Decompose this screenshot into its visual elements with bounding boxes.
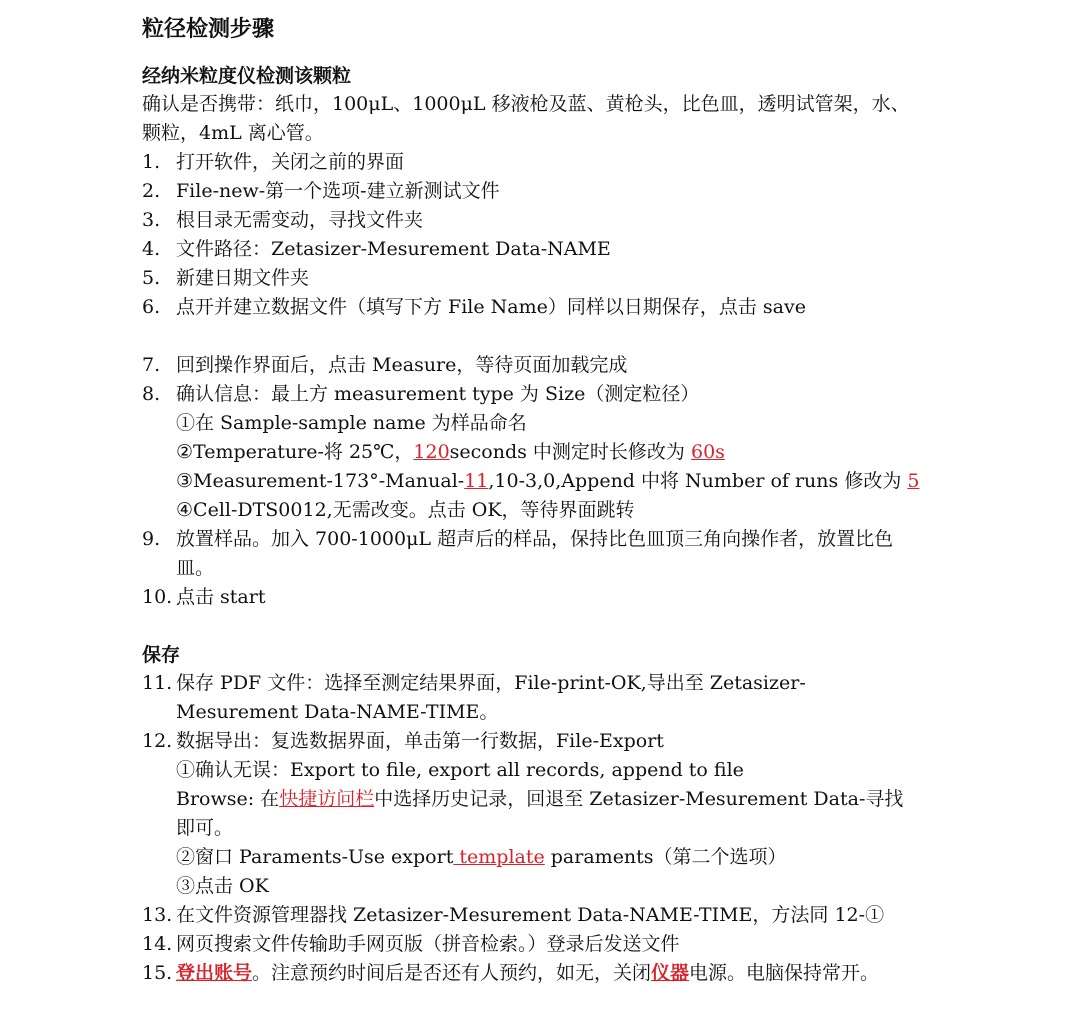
doc-title: 粒径检测步骤 <box>142 17 275 42</box>
step-text: 点击 start <box>176 586 266 608</box>
step-8-sub-4: ④Cell-DTS0012,无需改变。点击 OK，等待界面跳转 <box>176 499 635 521</box>
intro-paragraph: 确认是否携带：纸巾，100μL、1000μL 移液枪及蓝、黄枪头，比色皿，透明试管架，水、颗粒，4mL 离心管。 <box>142 93 910 144</box>
blank-line <box>142 322 922 351</box>
highlight-5: 5 <box>907 470 920 492</box>
step-number: 7. <box>142 354 161 376</box>
step-7 <box>142 351 922 380</box>
step-12-sub-2 <box>142 843 922 872</box>
sub-text: 中选择历史记录，回退至 Zetasizer-Mesurement Data-寻找即可。 <box>176 788 904 839</box>
step-number: 2. <box>142 180 161 202</box>
step-number: 8. <box>142 383 161 405</box>
step-4 <box>142 235 922 264</box>
step-text: File-new-第一个选项-建立新测试文件 <box>176 180 500 202</box>
step-12-browse <box>142 785 922 843</box>
highlight-quick-access: 快捷访问栏 <box>279 788 375 810</box>
section-heading-measure: 经纳米粒度仪检测该颗粒 <box>142 65 352 87</box>
step-2 <box>142 177 922 206</box>
step-number: 4. <box>142 238 161 260</box>
step-text: 点开并建立数据文件（填写下方 File Name）同样以日期保存，点击 save <box>176 296 806 318</box>
highlight-instrument: 仪器 <box>651 962 690 984</box>
step-text: 新建日期文件夹 <box>176 267 310 289</box>
step-number: 1. <box>142 151 161 173</box>
sub-text: ②窗口 Paraments-Use export <box>176 846 454 868</box>
step-12 <box>142 727 922 756</box>
step-5 <box>142 264 922 293</box>
sub-text: ③Measurement-173°-Manual- <box>176 470 465 492</box>
step-text: 打开软件，关闭之前的界面 <box>176 151 405 173</box>
highlight-logout: 登出账号 <box>176 962 253 984</box>
highlight-11: 11 <box>464 470 489 492</box>
section-heading-save: 保存 <box>142 644 181 666</box>
step-3 <box>142 206 922 235</box>
step-13 <box>142 901 922 930</box>
sub-text: seconds 中测定时长修改为 <box>449 441 691 463</box>
step-number: 9. <box>142 528 161 550</box>
step-number: 3. <box>142 209 161 231</box>
step-number: 6. <box>142 296 161 318</box>
step-number: 10. <box>142 586 173 608</box>
step-12-sub-3: ③点击 OK <box>176 875 269 897</box>
step-1 <box>142 148 922 177</box>
step-number: 15. <box>142 962 173 984</box>
step-text: 保存 PDF 文件：选择至测定结果界面，File-print-OK,导出至 Zetasizer-Mesurement Data-NAME-TIME。 <box>176 672 806 723</box>
step-9 <box>142 525 922 583</box>
step-text: 电源。电脑保持常开。 <box>689 962 880 984</box>
highlight-60s: 60s <box>690 441 725 463</box>
sub-text: ②Temperature-将 25℃， <box>176 441 414 463</box>
step-8-sub-2 <box>142 438 922 467</box>
step-text: 网页搜索文件传输助手网页版（拼音检索。）登录后发送文件 <box>176 933 680 955</box>
highlight-120: 120 <box>413 441 450 463</box>
step-14 <box>142 930 922 959</box>
step-8-sub-3 <box>142 467 922 496</box>
step-6 <box>142 293 922 322</box>
step-11 <box>142 669 922 727</box>
step-text: 在文件资源管理器找 Zetasizer-Mesurement Data-NAME-TIME，方法同 12-① <box>176 904 885 926</box>
blank-line <box>142 612 922 641</box>
step-text: 回到操作界面后，点击 Measure，等待页面加载完成 <box>176 354 628 376</box>
step-8 <box>142 380 922 409</box>
step-text: 数据导出：复选数据界面，单击第一行数据，File-Export <box>176 730 664 752</box>
step-number: 5. <box>142 267 161 289</box>
step-8-sub-1: ①在 Sample-sample name 为样品命名 <box>176 412 527 434</box>
sub-text: Browse: 在 <box>176 788 280 810</box>
step-number: 13. <box>142 904 173 926</box>
step-number: 12. <box>142 730 173 752</box>
document <box>142 12 922 988</box>
sub-text: ,10-3,0,Append 中将 Number of runs 修改为 <box>488 470 908 492</box>
step-text: 确认信息：最上方 measurement type 为 Size（测定粒径） <box>176 383 700 405</box>
step-15 <box>142 959 922 988</box>
step-10 <box>142 583 922 612</box>
step-text: 根目录无需变动，寻找文件夹 <box>176 209 424 231</box>
step-number: 14. <box>142 933 173 955</box>
step-12-sub-1: ①确认无误：Export to file, export all records, append to file <box>176 759 744 781</box>
step-text: 文件路径：Zetasizer-Mesurement Data-NAME <box>176 238 611 260</box>
step-number: 11. <box>142 672 173 694</box>
highlight-template: template <box>453 846 545 868</box>
step-text: 放置样品。加入 700-1000μL 超声后的样品，保持比色皿顶三角向操作者，放置比色皿。 <box>176 528 894 579</box>
step-text: 。注意预约时间后是否还有人预约，如无，关闭 <box>252 962 652 984</box>
sub-text: paraments（第二个选项） <box>544 846 787 868</box>
